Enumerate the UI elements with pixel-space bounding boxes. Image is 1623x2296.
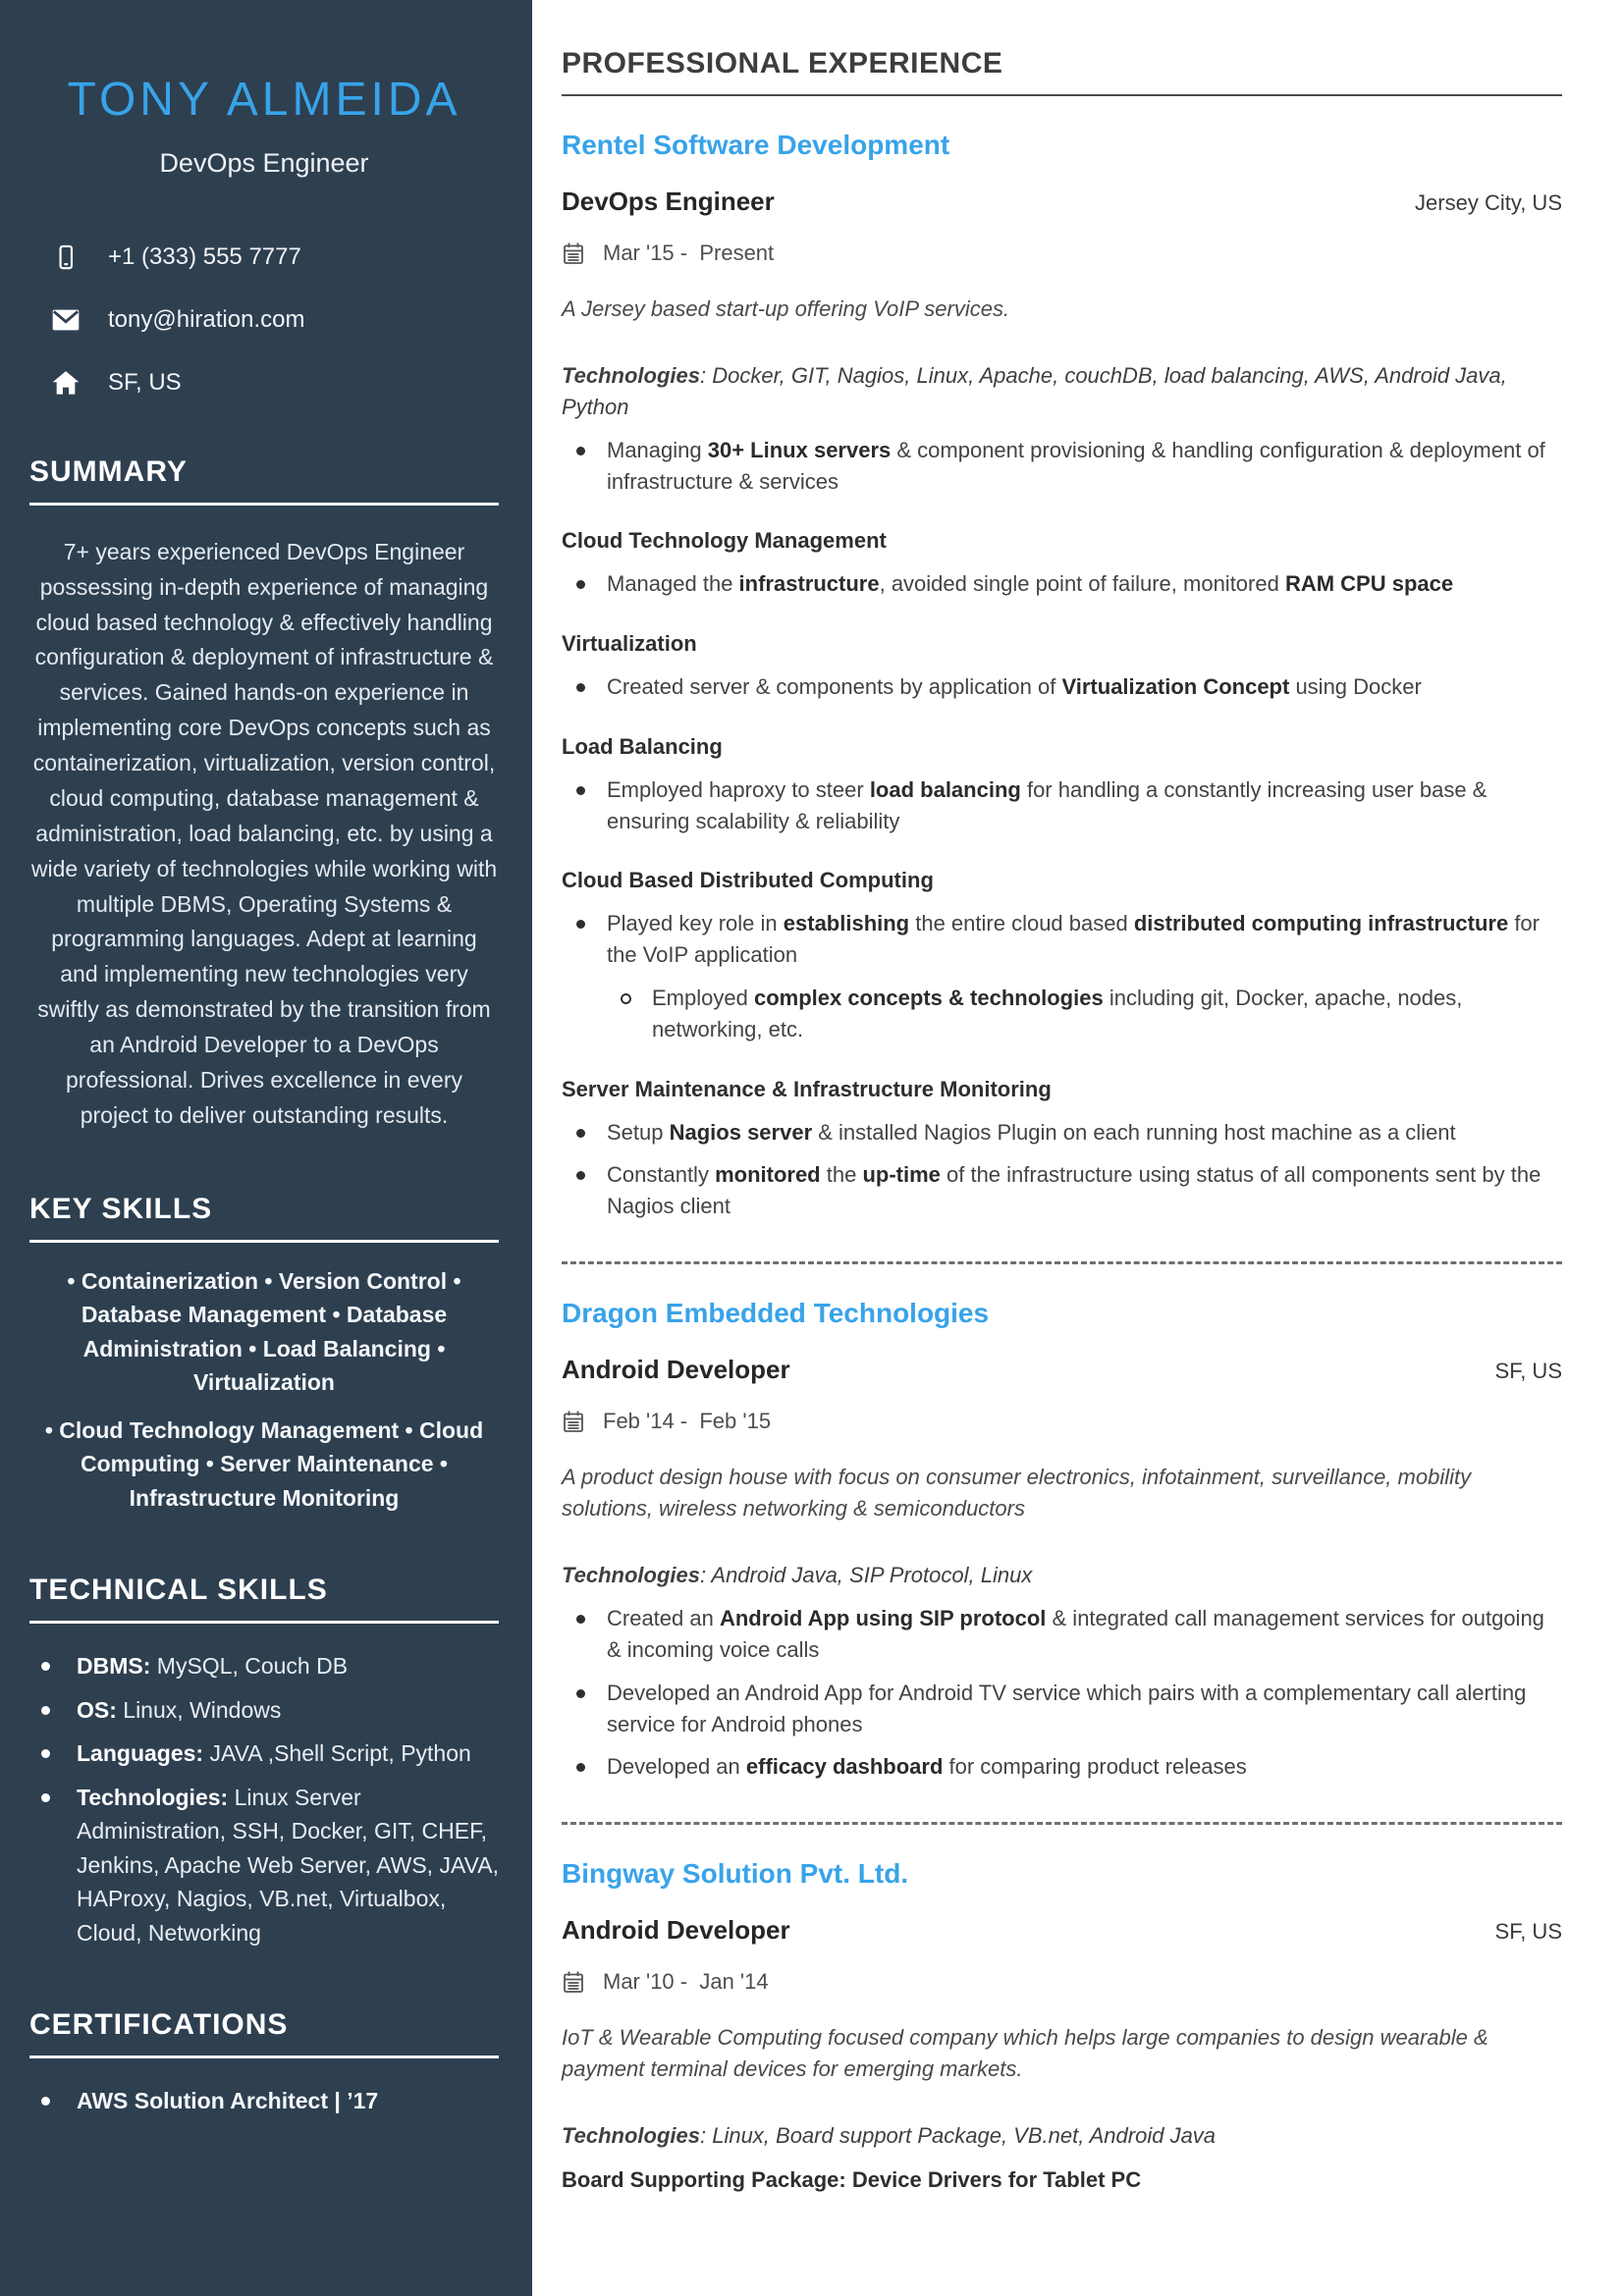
- key-skills-line: • Cloud Technology Management • Cloud Computing • Server Maintenance • Infrastructure Monitoring: [44, 1416, 484, 1511]
- summary-section: [29, 455, 499, 1134]
- bullet-list: [562, 568, 1562, 600]
- date-range: Feb '14 - Feb '15: [603, 1409, 772, 1434]
- bullet-list: [562, 774, 1562, 837]
- technical-skills-heading: TECHNICAL SKILLS: [29, 1574, 499, 1624]
- calendar-icon: [562, 1970, 585, 1994]
- home-icon: [49, 370, 82, 396]
- summary-text: 7+ years experienced DevOps Engineer possessing in-depth experience of managing cloud based technology & effectively handling configuration & deployment of infrastructure & services. Gained hands-on experience in implementing core DevOps concepts such as containerization, virtualization, version control, cloud computing, database management & administration, load balancing, etc. by using a wide variety of technologies while working with multiple DBMS, Operating Systems & programming languages. Adept at learning and implementing new technologies very swiftly as demonstrated by the transition from an Android Developer to a DevOps professional. Drives excellence in every project to deliver outstanding results.: [30, 538, 498, 1128]
- sub-heading: Virtualization: [562, 631, 697, 657]
- job-title: Android Developer: [562, 1355, 790, 1385]
- contact-item: [49, 369, 499, 397]
- experience-heading: PROFESSIONAL EXPERIENCE: [562, 47, 1562, 96]
- date-range: Mar '15 - Present: [603, 240, 775, 265]
- dashed-divider: [562, 1261, 1562, 1264]
- job-title: Android Developer: [562, 1915, 790, 1946]
- candidate-name: TONY ALMEIDA: [67, 74, 461, 126]
- company-description: IoT & Wearable Computing focused company which helps large companies to design wearable & payment terminal devices for emerging markets.: [562, 2025, 1488, 2082]
- technical-skills-section: [29, 1574, 499, 1949]
- contact-text: SF, US: [108, 368, 182, 396]
- sub-bullet-item: Employed complex concepts & technologies including git, Docker, apache, nodes, networking, etc.: [562, 983, 1562, 1045]
- sub-heading: Server Maintenance & Infrastructure Monitoring: [562, 1076, 1052, 1101]
- bullet-item: Played key role in establishing the entire cloud based distributed computing infrastructure for the VoIP application: [562, 908, 1562, 971]
- bullet-list: [562, 671, 1562, 703]
- summary-heading: SUMMARY: [29, 455, 499, 506]
- experience-entries: [562, 130, 1562, 2196]
- technical-skill-item: DBMS: MySQL, Couch DB: [29, 1649, 499, 1683]
- bullet-item: Managing 30+ Linux servers & component provisioning & handling configuration & deployment of infrastructure & services: [562, 435, 1562, 498]
- sub-heading: Cloud Based Distributed Computing: [562, 868, 934, 893]
- job-location: SF, US: [1494, 1359, 1562, 1384]
- bullet-item: Developed an efficacy dashboard for comparing product releases: [562, 1751, 1562, 1783]
- contact-text: +1 (333) 555 7777: [108, 242, 301, 270]
- bullet-list: [562, 1117, 1562, 1223]
- calendar-icon: [562, 241, 585, 265]
- experience-entry: [562, 130, 1562, 1222]
- technical-skill-item: Languages: JAVA ,Shell Script, Python: [29, 1736, 499, 1771]
- experience-column: [532, 0, 1623, 2296]
- sidebar: [0, 0, 532, 2296]
- contact-text: tony@hiration.com: [108, 305, 305, 333]
- date-row: [562, 1969, 1562, 1995]
- technologies-line: Technologies: Linux, Board support Package, VB.net, Android Java: [562, 2123, 1217, 2149]
- phone-icon: [49, 244, 82, 270]
- job-title: DevOps Engineer: [562, 187, 775, 216]
- key-skills-list: [29, 1264, 499, 1516]
- bullet-list: [562, 1603, 1562, 1783]
- certifications-list: [29, 2084, 499, 2118]
- dashed-divider: [562, 1822, 1562, 1825]
- certification-item: AWS Solution Architect | ’17: [29, 2084, 499, 2118]
- contact-item: [49, 306, 499, 334]
- technical-skill-item: OS: Linux, Windows: [29, 1693, 499, 1728]
- contact-list: [29, 243, 499, 397]
- company-name: Rentel Software Development: [562, 130, 950, 160]
- date-range: Mar '10 - Jan '14: [603, 1969, 769, 1995]
- bullet-item: Developed an Android App for Android TV service which pairs with a complementary call alerting service for Android phones: [562, 1678, 1562, 1740]
- certifications-section: [29, 2008, 499, 2118]
- technologies-line: Technologies: Android Java, SIP Protocol, Linux: [562, 1563, 1033, 1588]
- certifications-heading: CERTIFICATIONS: [29, 2008, 499, 2058]
- contact-item: [49, 243, 499, 271]
- technologies-line: Technologies: Docker, GIT, Nagios, Linux, Apache, couchDB, load balancing, AWS, Android Java, Python: [562, 362, 1507, 419]
- title-row: [562, 187, 1562, 217]
- date-row: [562, 240, 1562, 266]
- email-icon: [49, 309, 82, 331]
- experience-entry: [562, 1298, 1562, 1783]
- title-row: [562, 1355, 1562, 1385]
- technical-skills-list: [29, 1649, 499, 1949]
- sub-heading: Cloud Technology Management: [562, 528, 887, 554]
- candidate-role: DevOps Engineer: [159, 147, 369, 178]
- job-location: Jersey City, US: [1415, 190, 1562, 215]
- company-description: A product design house with focus on consumer electronics, infotainment, surveillance, mobility solutions, wireless networking & semiconductors: [562, 1465, 1472, 1522]
- company-name: Dragon Embedded Technologies: [562, 1298, 990, 1329]
- job-location: SF, US: [1494, 1919, 1562, 1945]
- bullet-item: Setup Nagios server & installed Nagios Plugin on each running host machine as a client: [562, 1117, 1562, 1148]
- company-name: Bingway Solution Pvt. Ltd.: [562, 1858, 909, 1890]
- experience-entry: [562, 1858, 1562, 2195]
- key-skills-heading: KEY SKILLS: [29, 1193, 499, 1243]
- bullet-item: Employed haproxy to steer load balancing for handling a constantly increasing user base & ensuring scalability & reliability: [562, 774, 1562, 837]
- calendar-icon: [562, 1410, 585, 1433]
- key-skills-line: • Containerization • Version Control • Database Management • Database Administration • Load Balancing • Virtualization: [67, 1267, 461, 1396]
- key-skills-section: [29, 1193, 499, 1516]
- sub-heading: Load Balancing: [562, 733, 723, 759]
- bold-line: Board Supporting Package: Device Drivers for Tablet PC: [562, 2167, 1142, 2193]
- bullet-item: Created server & components by application of Virtualization Concept using Docker: [562, 671, 1562, 703]
- bullet-list: [562, 908, 1562, 1045]
- technical-skill-item: Technologies: Linux Server Administration, SSH, Docker, GIT, CHEF, Jenkins, Apache Web Server, AWS, JAVA, HAProxy, Nagios, VB.net, Virtualbox, Cloud, Networking: [29, 1781, 499, 1950]
- bullet-item: Constantly monitored the up-time of the infrastructure using status of all components sent by the Nagios client: [562, 1159, 1562, 1222]
- bullet-item: Managed the infrastructure, avoided single point of failure, monitored RAM CPU space: [562, 568, 1562, 600]
- date-row: [562, 1409, 1562, 1434]
- company-description: A Jersey based start-up offering VoIP services.: [562, 296, 1010, 321]
- bullet-item: Created an Android App using SIP protocol & integrated call management services for outgoing & incoming voice calls: [562, 1603, 1562, 1666]
- bullet-list: [562, 435, 1562, 498]
- title-row: [562, 1915, 1562, 1946]
